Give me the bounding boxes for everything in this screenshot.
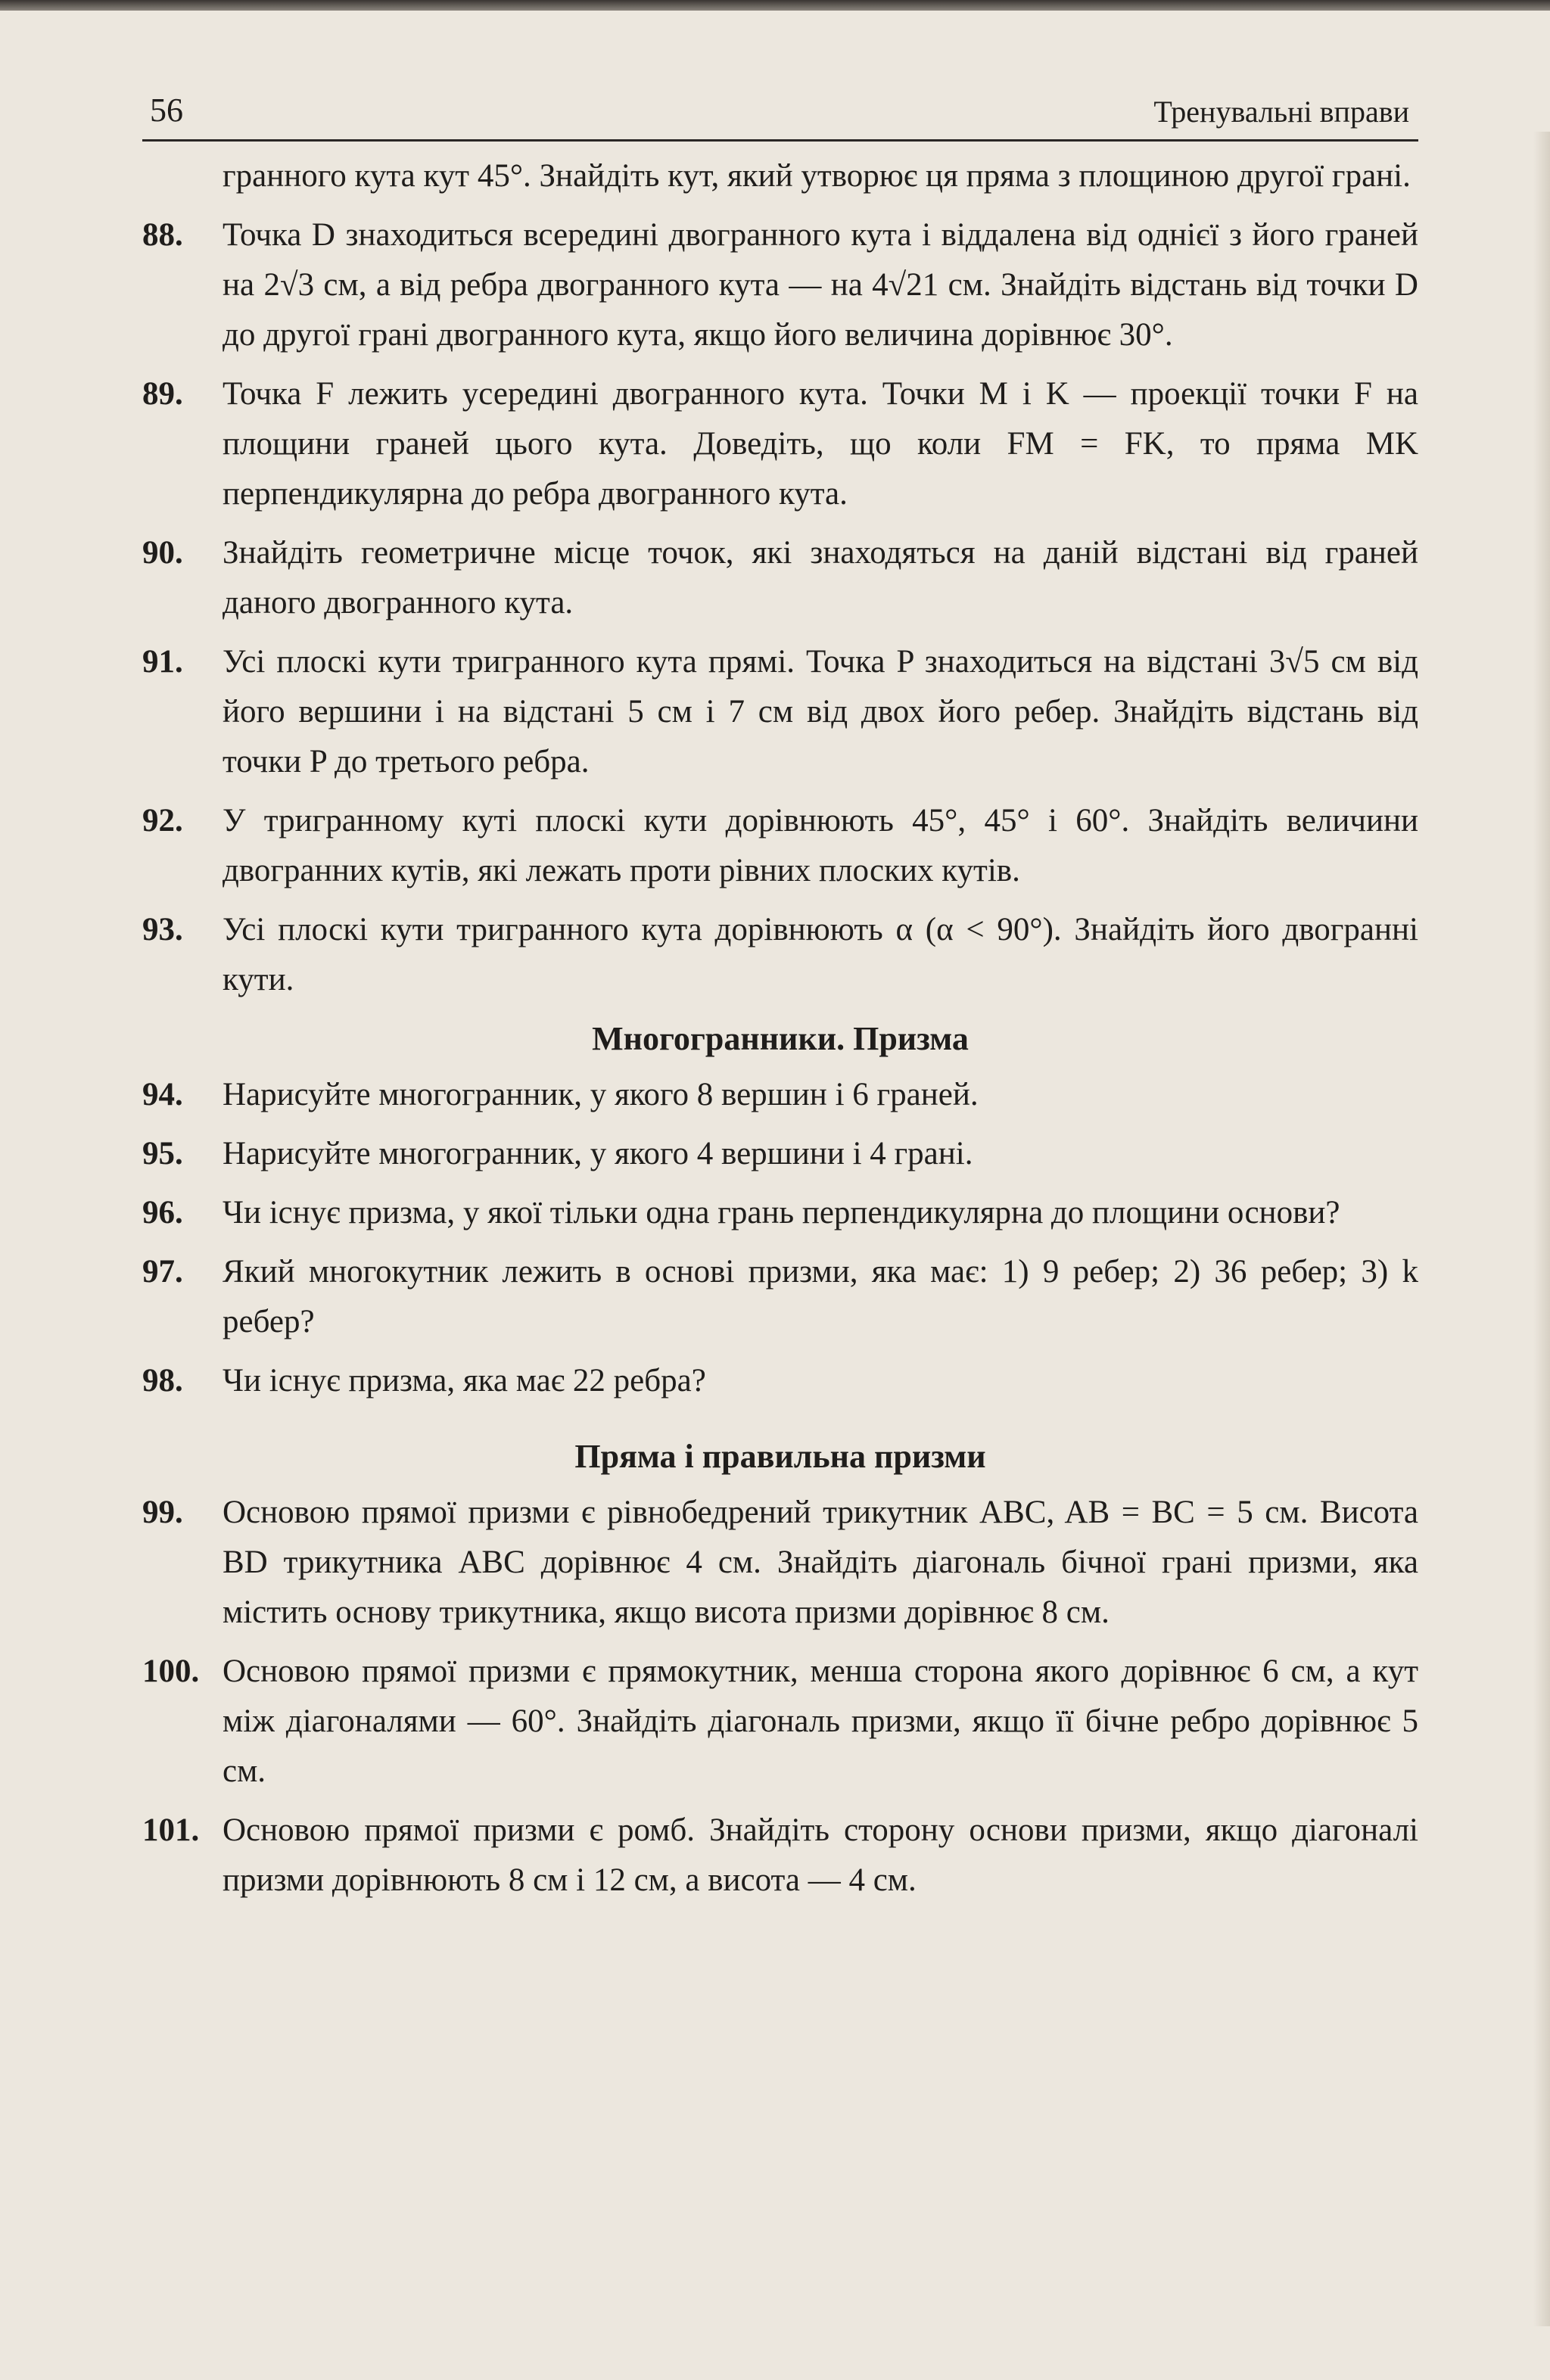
- problem-text: Нарисуйте многогранник, у якого 8 вершин і 6 граней.: [223, 1077, 979, 1112]
- problem-number: 99.: [142, 1495, 183, 1530]
- problem-item: [142, 1488, 1418, 1638]
- problem-item: [142, 1247, 1418, 1347]
- page-header: [142, 85, 1418, 142]
- problem-number: 89.: [142, 376, 183, 412]
- problem-number: 95.: [142, 1136, 183, 1171]
- problem-number: 96.: [142, 1195, 183, 1230]
- problem-number: 91.: [142, 644, 183, 680]
- problem-text: Нарисуйте многогранник, у якого 4 вершини і 4 грані.: [223, 1136, 973, 1171]
- problem-item: [142, 1806, 1418, 1906]
- problem-item: [142, 637, 1418, 787]
- problem-text: Основою прямої призми є рівнобедрений трикутник ABC, AB = BC = 5 см. Висота BD трикутника ABC дорівнює 4 см. Знайдіть діагональ бічної грані призми, яка містить основу трикутника, якщо висота призми дорівнює 8 см.: [223, 1495, 1418, 1630]
- problem-list-dihedral: [142, 210, 1418, 1005]
- running-title: Тренувальні вправи: [1153, 95, 1409, 129]
- page-number: 56: [150, 92, 183, 129]
- problem-item: [142, 210, 1418, 360]
- problem-number: 94.: [142, 1077, 183, 1112]
- problem-number: 97.: [142, 1254, 183, 1290]
- problem-number: 98.: [142, 1363, 183, 1398]
- section-title-polyhedra-prism: Многогранники. Призма: [592, 1020, 969, 1057]
- problem-text: Точка F лежить усередині двогранного кута. Точки M і K — проекції точки F на площини граней цього кута. Доведіть, що коли FM = FK, то пряма MK перпендикулярна до ребра двогранного кута.: [223, 376, 1418, 512]
- problem-text: Усі плоскі кути тригранного кута прямі. Точка P знаходиться на відстані 3√5 см від його вершини і на відстані 5 см і 7 см від двох його ребер. Знайдіть відстань від точки P до третього ребра.: [223, 644, 1418, 779]
- problem-text: Усі плоскі кути тригранного кута дорівнюють α (α < 90°). Знайдіть його двогранні кути.: [223, 912, 1418, 997]
- problem-number: 101.: [142, 1812, 200, 1848]
- problem-item: [142, 1356, 1418, 1406]
- problem-text: Чи існує призма, у якої тільки одна грань перпендикулярна до площини основи?: [223, 1195, 1340, 1230]
- problem-item: [142, 905, 1418, 1005]
- problem-text: Основою прямої призми є прямокутник, менша сторона якого дорівнює 6 см, а кут між діагоналями — 60°. Знайдіть діагональ призми, якщо її бічне ребро дорівнює 5 см.: [223, 1654, 1418, 1789]
- problem-item: [142, 1647, 1418, 1797]
- problem-item: [142, 1129, 1418, 1179]
- page-edge-shadow: [1533, 132, 1550, 2326]
- problem-text: Точка D знаходиться всередині двогранного кута і віддалена від однієї з його граней на 2√3 см, а від ребра двогранного кута — на 4√21 см. Знайдіть відстань від точки D до другої грані двогранного кута, якщо його величина дорівнює 30°.: [223, 217, 1418, 353]
- problem-item: [142, 369, 1418, 519]
- problem-text: Знайдіть геометричне місце точок, які знаходяться на даній відстані від граней даного двогранного кута.: [223, 535, 1418, 621]
- problem-text: У тригранному куті плоскі кути дорівнюють 45°, 45° і 60°. Знайдіть величини двогранних кутів, які лежать проти рівних плоских кутів.: [223, 803, 1418, 888]
- problem-text: Чи існує призма, яка має 22 ребра?: [223, 1363, 706, 1398]
- problem-list-right-prism: [142, 1488, 1418, 1906]
- problem-list-prism: [142, 1070, 1418, 1406]
- problem-number: 93.: [142, 912, 183, 947]
- problem-number: 92.: [142, 803, 183, 838]
- problem-item: [142, 796, 1418, 896]
- problem-text: Основою прямої призми є ромб. Знайдіть сторону основи призми, якщо діагоналі призми дорівнюють 8 см і 12 см, а висота — 4 см.: [223, 1812, 1418, 1898]
- section-title-right-prism: Пряма і правильна призми: [574, 1438, 986, 1475]
- problem-number: 88.: [142, 217, 183, 253]
- problem-item: [142, 1188, 1418, 1238]
- problem-number: 90.: [142, 535, 183, 571]
- page-content: [142, 151, 1418, 1915]
- page-top-edge: [0, 0, 1550, 11]
- problem-item: [142, 1070, 1418, 1120]
- problem-item: [142, 528, 1418, 628]
- problem-number: 100.: [142, 1654, 200, 1689]
- problem-text: Який многокутник лежить в основі призми, яка має: 1) 9 ребер; 2) 36 ребер; 3) k ребер?: [223, 1254, 1418, 1339]
- continued-paragraph: гранного кута кут 45°. Знайдіть кут, який утворює ця пряма з площиною другої грані.: [223, 158, 1411, 194]
